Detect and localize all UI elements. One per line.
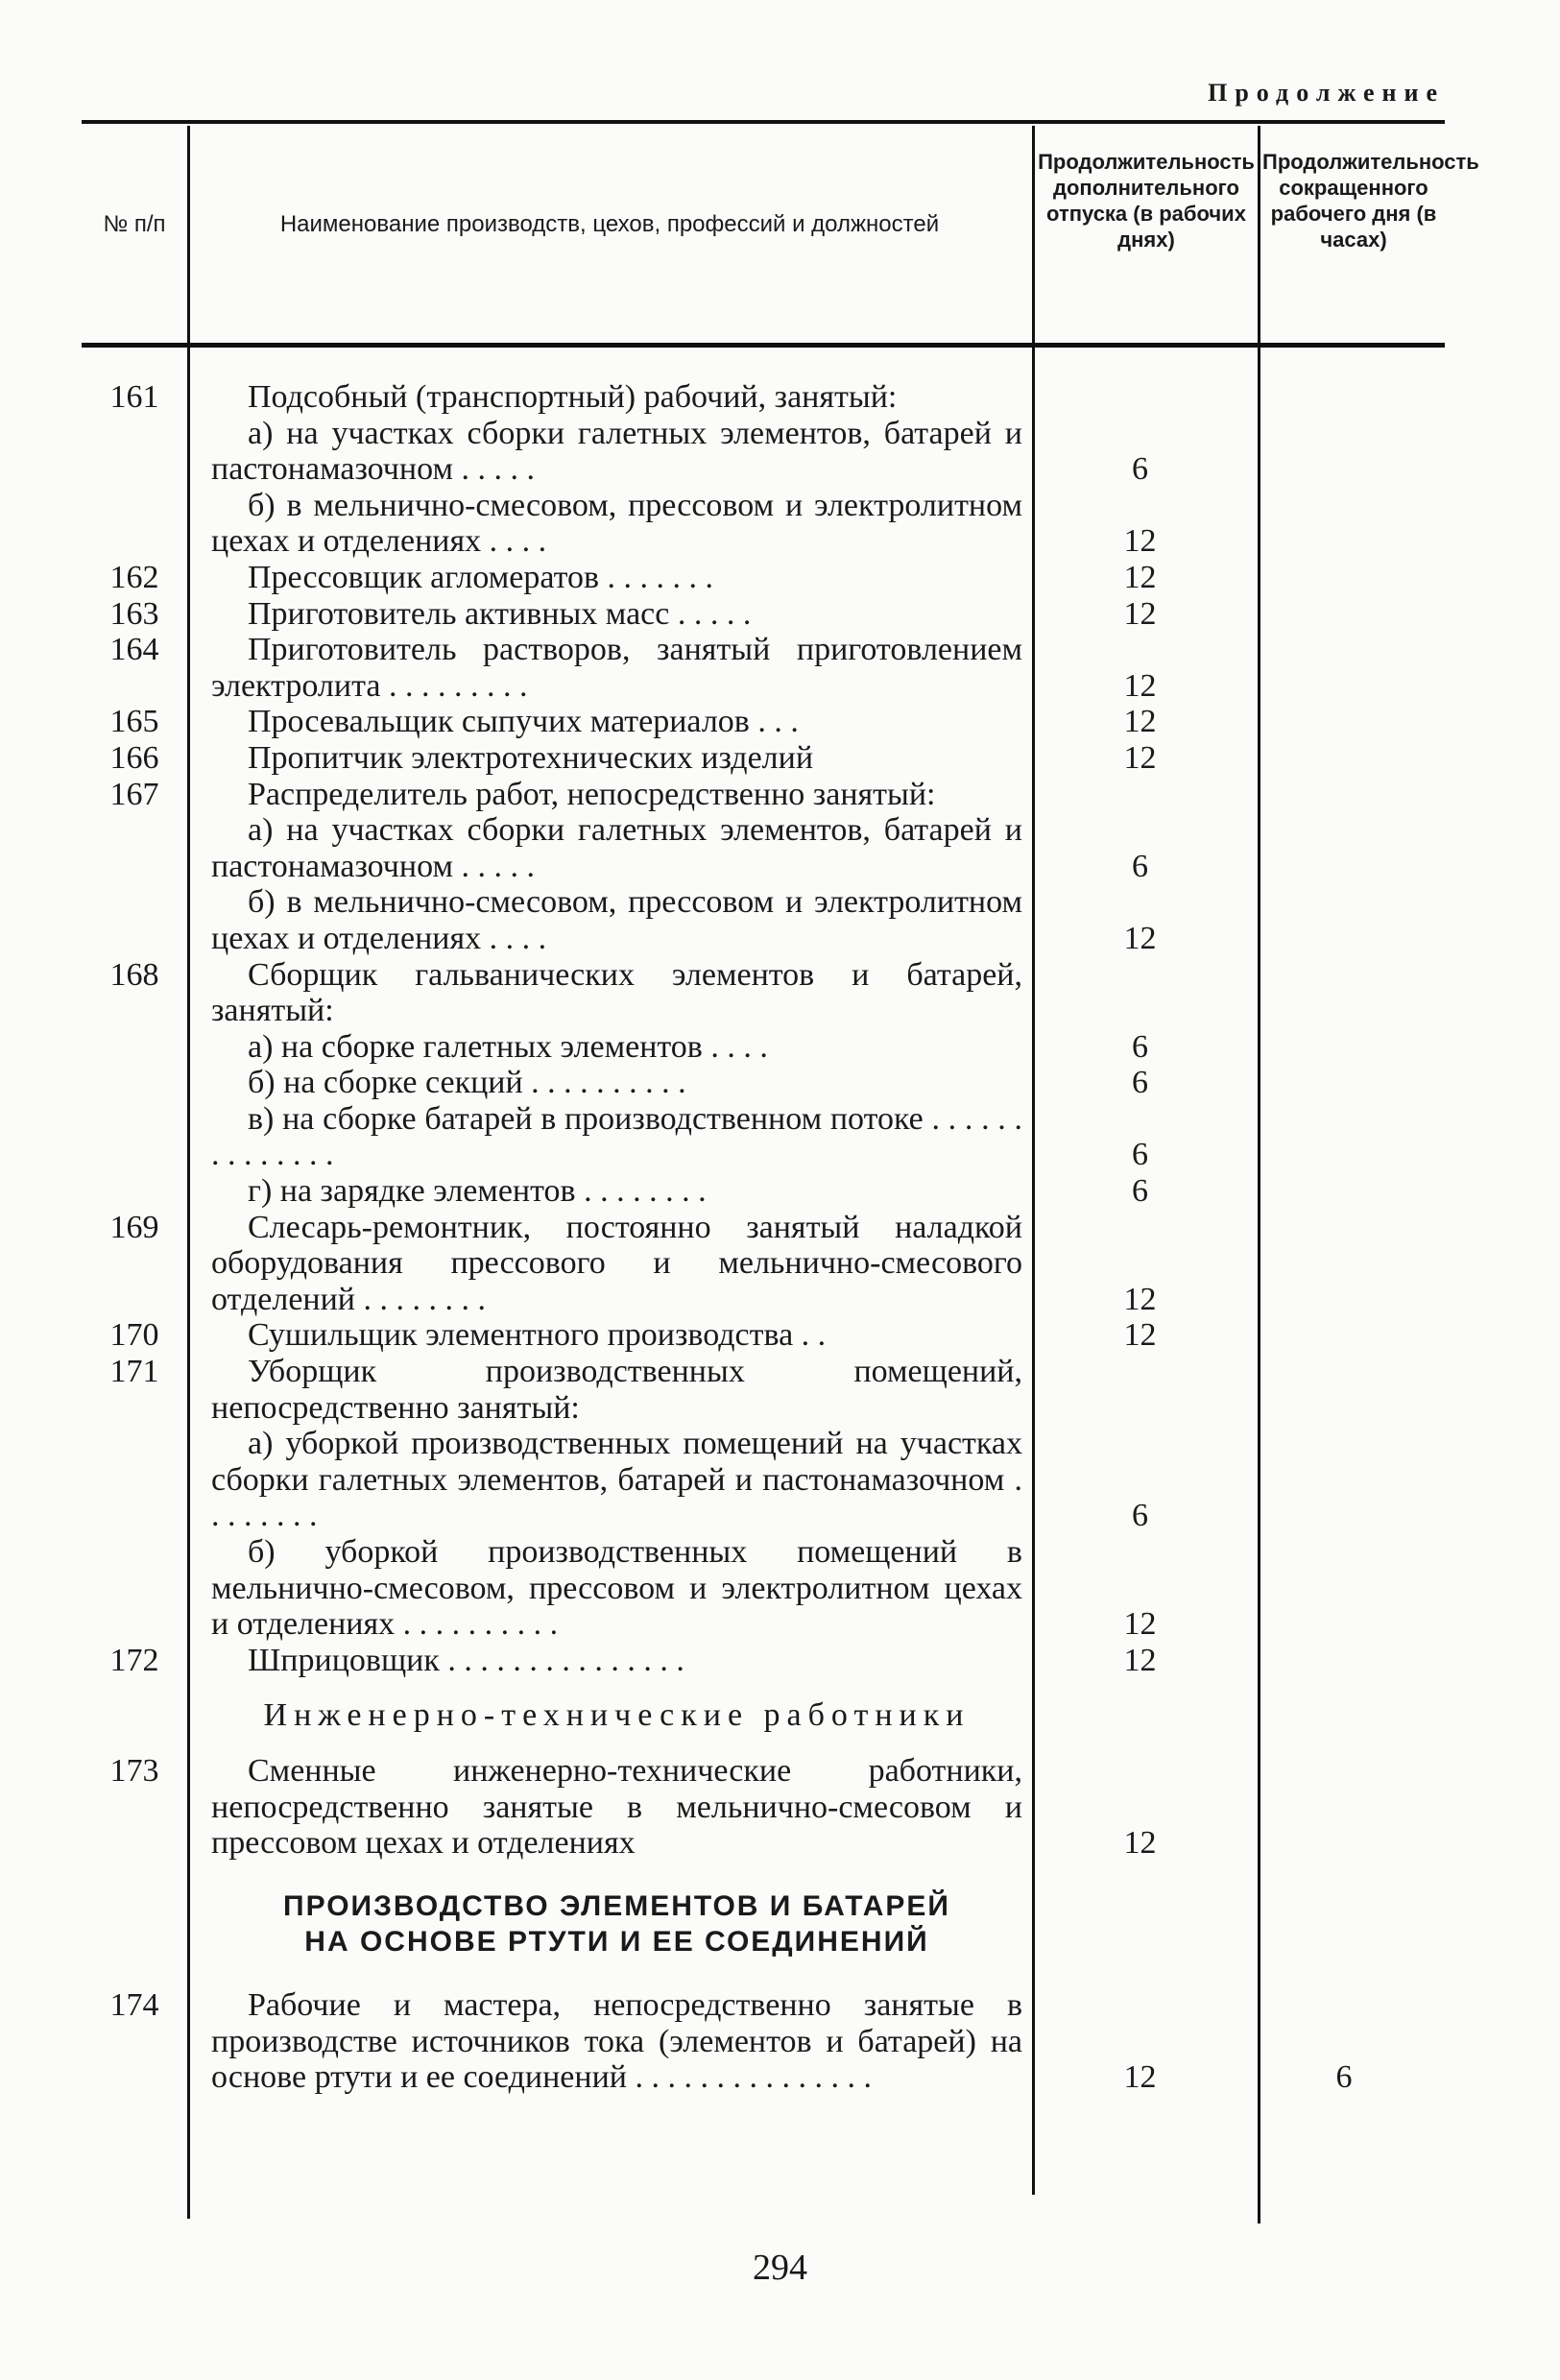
short-day-cell [1253, 379, 1435, 416]
row-text-line: а) на участках сборки галетных элементов, батарей и пастонамазочном . . . . . [211, 812, 1022, 884]
table-row [82, 632, 1445, 704]
row-text-line: Просевальщик сыпучих материалов . . . [248, 704, 799, 740]
short-day-cell [1253, 1426, 1435, 1534]
row-text [211, 488, 1022, 560]
short-day-cell [1253, 1354, 1435, 1426]
extra-leave-value: 12 [1123, 2059, 1157, 2096]
extra-leave-cell [1027, 1354, 1253, 1426]
section-heading [82, 1697, 1445, 1734]
header-name: Наименование производств, цехов, профессий и должностей [279, 211, 940, 237]
extra-leave-value: 6 [1132, 451, 1148, 488]
row-text [211, 1317, 1022, 1354]
table-row [82, 1426, 1445, 1534]
header-extra-leave: Продолжительность дополнительного отпуска (в рабочих днях) [1038, 150, 1255, 252]
short-day-cell [1253, 1101, 1435, 1173]
extra-leave-cell [1027, 1029, 1253, 1066]
extra-leave-cell [1027, 488, 1253, 560]
extra-leave-value: 6 [1132, 848, 1148, 884]
short-day-value: 6 [1335, 2059, 1353, 2096]
extra-leave-value: 6 [1132, 1173, 1148, 1210]
section-heading-text: Инженерно-технические работники [263, 1697, 971, 1734]
row-text-line: Пропитчик электротехнических изделий [248, 739, 814, 776]
extra-leave-value: 12 [1123, 1606, 1157, 1643]
short-day-cell [1253, 1643, 1435, 1679]
row-text [211, 632, 1022, 704]
row-text [211, 740, 1022, 777]
extra-leave-value: 12 [1123, 704, 1157, 740]
extra-leave-value: 12 [1123, 559, 1157, 595]
extra-leave-cell [1027, 1317, 1253, 1354]
row-text-line: г) на зарядке элементов . . . . . . . . [248, 1173, 707, 1210]
table-row [82, 1987, 1445, 2096]
row-text-line: в) на сборке батарей в производственном потоке . . . . . . . . . . . . . . [211, 1100, 1022, 1173]
row-text [211, 777, 1022, 813]
row-text-line: а) на участках сборки галетных элементов, батарей и пастонамазочном . . . . . [211, 415, 1022, 488]
short-day-cell [1253, 596, 1435, 633]
row-text-line: Прессовщик агломератов . . . . . . . [248, 559, 714, 595]
row-text-line: Распределитель работ, непосредственно занятый: [248, 776, 936, 812]
extra-leave-cell [1027, 777, 1253, 813]
row-text-line: Приготовитель растворов, занятый приготовлением электролита . . . . . . . . . [211, 632, 1022, 704]
extra-leave-value: 12 [1123, 739, 1157, 776]
section-caption [82, 1888, 1445, 1960]
extra-leave-cell [1027, 560, 1253, 596]
table-row [82, 596, 1445, 633]
short-day-cell [1253, 704, 1435, 740]
row-text [211, 1753, 1022, 1862]
short-day-cell [1253, 1534, 1435, 1643]
row-text [211, 1173, 1022, 1210]
table-row [82, 1173, 1445, 1210]
row-text-line: Уборщик производственных помещений, непосредственно занятый: [211, 1354, 1022, 1426]
row-number [82, 1426, 187, 1534]
extra-leave-cell [1027, 704, 1253, 740]
row-text [211, 812, 1022, 884]
extra-leave-cell [1027, 1065, 1253, 1101]
extra-leave-value: 12 [1123, 920, 1157, 956]
extra-leave-cell [1027, 596, 1253, 633]
extra-leave-cell [1027, 1534, 1253, 1643]
section-caption-line: НА ОСНОВЕ РТУТИ И ЕЕ СОЕДИНЕНИЙ [304, 1926, 929, 1959]
table-row [82, 1065, 1445, 1101]
extra-leave-cell [1027, 416, 1253, 488]
extra-leave-value: 6 [1132, 1498, 1148, 1534]
extra-leave-cell [1027, 1643, 1253, 1679]
extra-leave-cell [1027, 1210, 1253, 1318]
row-number [82, 1173, 187, 1210]
row-number [82, 1029, 187, 1066]
row-number: 164 [109, 632, 159, 668]
row-text-line: Шприцовщик . . . . . . . . . . . . . . . [248, 1642, 684, 1678]
row-text-line: а) на сборке галетных элементов . . . . [248, 1028, 768, 1065]
row-text-line: б) в мельнично-смесовом, прессовом и электролитном цехах и отделениях . . . . [211, 884, 1022, 956]
row-number [82, 884, 187, 956]
section-caption-line: ПРОИЗВОДСТВО ЭЛЕМЕНТОВ И БАТАРЕЙ [283, 1889, 950, 1922]
short-day-cell [1253, 488, 1435, 560]
row-text-line: Сушильщик элементного производства . . [248, 1317, 827, 1354]
row-number: 166 [109, 739, 159, 776]
row-text [211, 884, 1022, 956]
short-day-cell [1253, 416, 1435, 488]
row-text-line: Приготовитель активных масс . . . . . [248, 595, 752, 632]
row-text [211, 1987, 1022, 2096]
row-text [211, 1426, 1022, 1534]
short-day-cell [1253, 812, 1435, 884]
row-text-line: б) на сборке секций . . . . . . . . . . [248, 1065, 686, 1101]
row-number: 169 [109, 1209, 159, 1245]
short-day-cell [1253, 1210, 1435, 1318]
short-day-cell [1253, 1065, 1435, 1101]
row-number: 171 [109, 1354, 159, 1390]
short-day-cell [1253, 632, 1435, 704]
extra-leave-cell [1027, 1426, 1253, 1534]
extra-leave-cell [1027, 1173, 1253, 1210]
continuation-label: Продолжение [1208, 79, 1445, 107]
row-number [82, 1065, 187, 1101]
row-text [211, 957, 1022, 1029]
row-number: 173 [109, 1752, 159, 1789]
extra-leave-value: 12 [1123, 1317, 1157, 1354]
page-number: 294 [753, 2248, 807, 2288]
table-row [82, 1317, 1445, 1354]
short-day-cell [1253, 1173, 1435, 1210]
table [82, 120, 1479, 2227]
table-row [82, 777, 1445, 813]
row-text-line: б) в мельнично-смесовом, прессовом и электролитном цехах и отделениях . . . . [211, 487, 1022, 560]
row-number: 162 [109, 559, 159, 595]
row-text [211, 1029, 1022, 1066]
short-day-cell [1253, 884, 1435, 956]
table-body [82, 379, 1445, 2096]
table-row [82, 379, 1445, 416]
row-text-line: а) уборкой производственных помещений на участках сборки галетных элементов, батарей и пастонамазочном . . . . . . . . [211, 1426, 1022, 1534]
row-number: 163 [109, 595, 159, 632]
table-row [82, 957, 1445, 1029]
extra-leave-cell [1027, 632, 1253, 704]
table-row [82, 812, 1445, 884]
extra-leave-cell [1027, 884, 1253, 956]
extra-leave-cell [1027, 812, 1253, 884]
extra-leave-value: 12 [1123, 523, 1157, 560]
extra-leave-cell [1027, 1101, 1253, 1173]
header-bottom-rule [82, 343, 1445, 348]
table-row [82, 704, 1445, 740]
row-text [211, 1643, 1022, 1679]
table-row [82, 560, 1445, 596]
short-day-cell [1253, 1987, 1435, 2096]
extra-leave-value: 12 [1123, 667, 1157, 704]
table-row [82, 1210, 1445, 1318]
table-top-rule [82, 120, 1445, 124]
row-number [82, 416, 187, 488]
header-short-day: Продолжительность сокращенного рабочего дня (в часах) [1262, 150, 1479, 252]
row-number [82, 488, 187, 560]
row-number: 168 [109, 956, 159, 993]
table-row [82, 1643, 1445, 1679]
row-number: 170 [109, 1317, 159, 1354]
extra-leave-cell [1027, 1753, 1253, 1862]
table-row [82, 1101, 1445, 1173]
extra-leave-cell [1027, 957, 1253, 1029]
extra-leave-value: 6 [1132, 1065, 1148, 1101]
row-text [211, 1534, 1022, 1643]
table-row [82, 416, 1445, 488]
table-row [82, 1354, 1445, 1426]
row-text [211, 1065, 1022, 1101]
extra-leave-value: 12 [1123, 595, 1157, 632]
row-text [211, 596, 1022, 633]
row-text [211, 416, 1022, 488]
table-row [82, 1753, 1445, 1862]
table-row [82, 740, 1445, 777]
row-number [82, 1101, 187, 1173]
row-number: 165 [109, 704, 159, 740]
row-text-line: б) уборкой производственных помещений в мельнично-смесовом, прессовом и электролитном цехах и отделениях . . . . . . . . . . [211, 1534, 1022, 1643]
short-day-cell [1253, 1029, 1435, 1066]
row-text [211, 1101, 1022, 1173]
short-day-cell [1253, 560, 1435, 596]
table-row [82, 884, 1445, 956]
row-number [82, 1534, 187, 1643]
short-day-cell [1253, 777, 1435, 813]
extra-leave-value: 12 [1123, 1281, 1157, 1317]
short-day-cell [1253, 1753, 1435, 1862]
row-number: 172 [109, 1642, 159, 1678]
row-text-line: Сборщик гальванических элементов и батарей, занятый: [211, 956, 1022, 1029]
extra-leave-cell [1027, 379, 1253, 416]
extra-leave-value: 12 [1123, 1825, 1157, 1862]
short-day-cell [1253, 1317, 1435, 1354]
extra-leave-cell [1027, 740, 1253, 777]
row-text [211, 1354, 1022, 1426]
extra-leave-value: 6 [1132, 1028, 1148, 1065]
row-text-line: Слесарь-ремонтник, постоянно занятый наладкой оборудования прессового и мельнично-смесового отделений . . . . . . . . [211, 1209, 1022, 1317]
row-number: 174 [109, 1986, 159, 2023]
extra-leave-value: 12 [1123, 1642, 1157, 1678]
table-row [82, 1029, 1445, 1066]
row-number: 167 [109, 776, 159, 812]
extra-leave-value: 6 [1132, 1137, 1148, 1173]
header-number: № п/п [103, 211, 166, 237]
row-number: 161 [109, 379, 159, 415]
extra-leave-cell [1027, 1987, 1253, 2096]
table-row [82, 488, 1445, 560]
row-text [211, 1210, 1022, 1318]
row-text-line: Сменные инженерно-технические работники, непосредственно занятые в мельнично-смесовом и прессовом цехах и отделениях [211, 1752, 1022, 1862]
short-day-cell [1253, 957, 1435, 1029]
table-row [82, 1534, 1445, 1643]
row-text [211, 704, 1022, 740]
row-text-line: Рабочие и мастера, непосредственно занятые в производстве источников тока (элементов и батарей) на основе ртути и ее соединений . . . . . . . . . . . . . . . [211, 1986, 1022, 2096]
short-day-cell [1253, 740, 1435, 777]
row-text [211, 379, 1022, 416]
row-text-line: Подсобный (транспортный) рабочий, занятый: [248, 379, 898, 415]
row-text [211, 560, 1022, 596]
row-number [82, 812, 187, 884]
